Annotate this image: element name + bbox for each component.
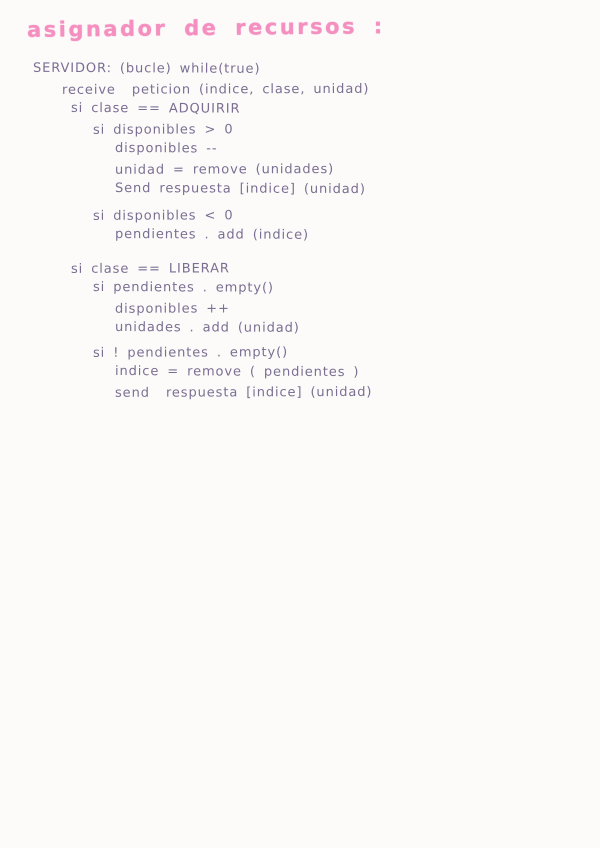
code-line: send respuesta [indice] (unidad) <box>114 384 373 401</box>
code-line: Send respuesta [indice] (unidad) <box>114 181 366 198</box>
code-line: receive peticion (indice, clase, unidad) <box>61 81 370 98</box>
code-line: si clase == ADQUIRIR <box>70 100 241 117</box>
code-line: SERVIDOR: (bucle) while(true) <box>32 60 261 77</box>
code-line: unidad = remove (unidades) <box>114 162 335 178</box>
note-title: asignador de recursos : <box>26 14 385 42</box>
pseudocode-block <box>33 60 573 403</box>
code-line: pendientes . add (indice) <box>114 227 310 243</box>
code-line: disponibles -- <box>114 141 218 157</box>
code-line: si ! pendientes . empty() <box>92 345 289 361</box>
code-line: si clase == LIBERAR <box>70 261 230 277</box>
code-line: si disponibles < 0 <box>92 208 234 224</box>
code-line: indice = remove ( pendientes ) <box>114 364 360 381</box>
code-line: si pendientes . empty() <box>92 279 274 296</box>
code-line: si disponibles > 0 <box>92 122 234 138</box>
code-line: unidades . add (unidad) <box>114 320 300 336</box>
code-line: disponibles ++ <box>114 301 230 317</box>
